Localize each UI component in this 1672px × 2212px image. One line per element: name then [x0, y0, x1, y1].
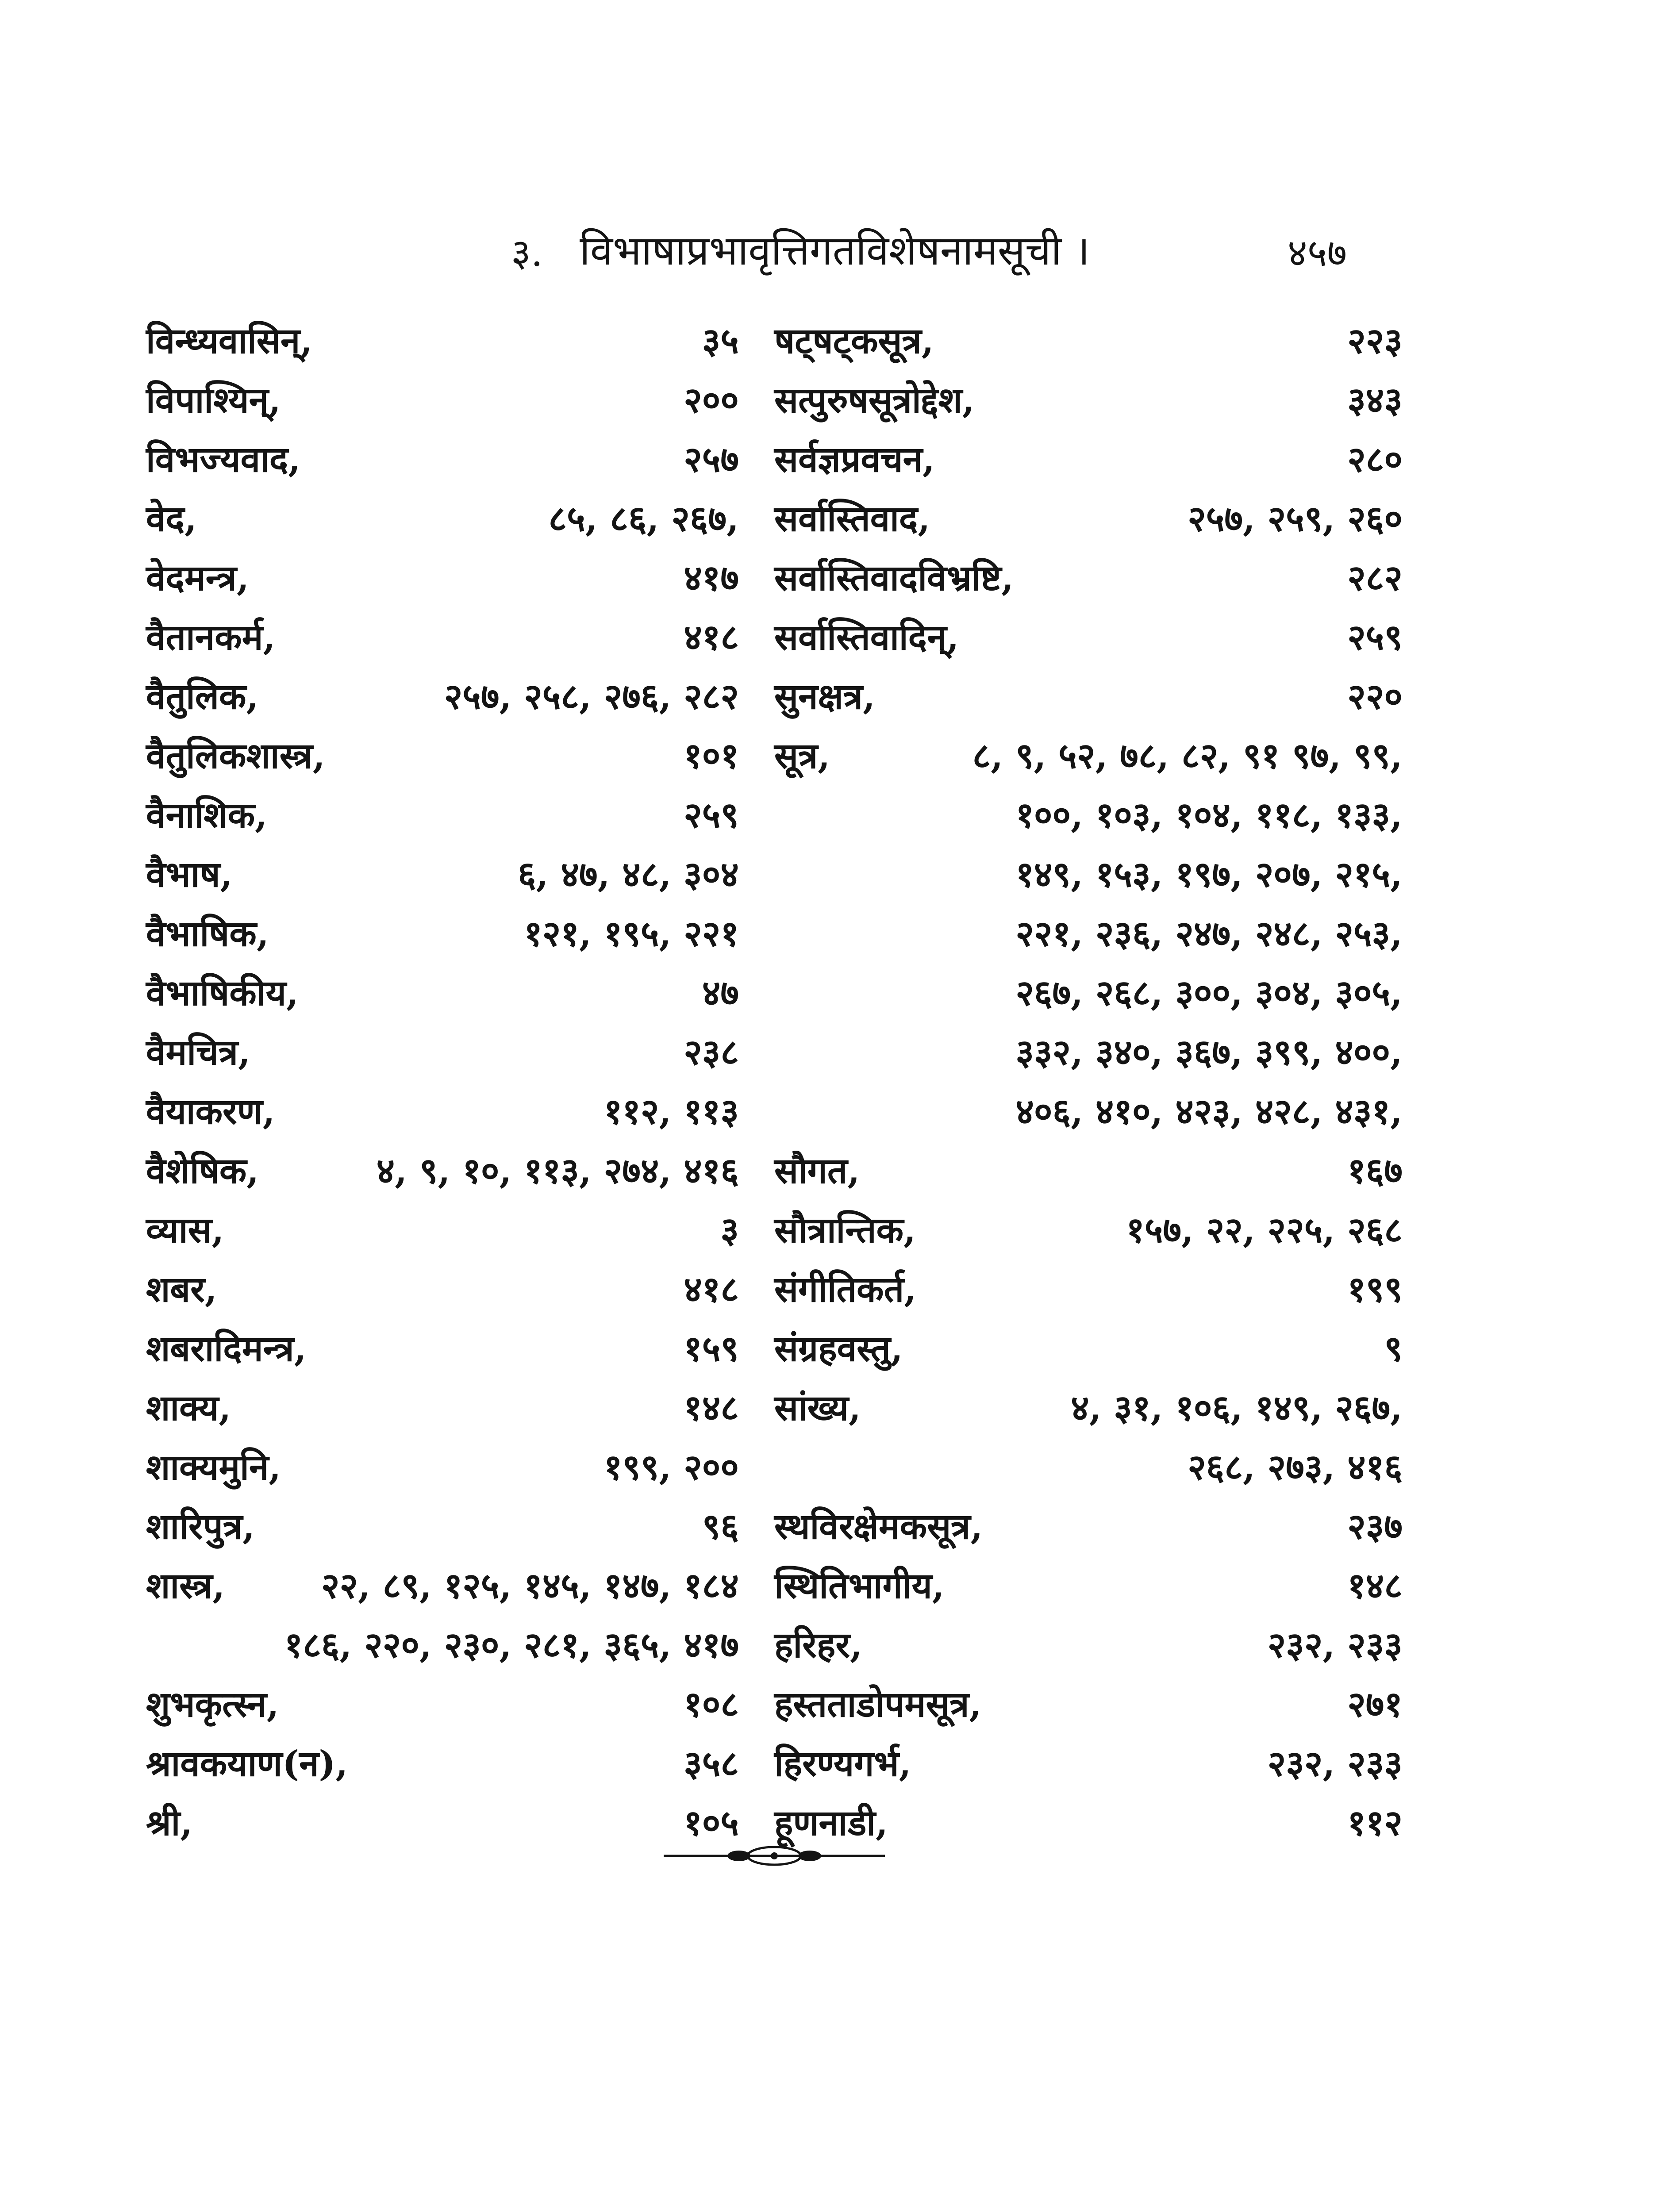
index-entry — [757, 1080, 1403, 1140]
entry-pages: ३५ — [702, 319, 739, 361]
index-entry — [146, 784, 757, 843]
index-entry — [146, 1732, 757, 1792]
entry-pages: ४७ — [702, 972, 739, 1014]
entry-pages: १०१ — [684, 734, 739, 776]
entry-term: वैभाष, — [146, 853, 233, 895]
index-entry — [757, 962, 1403, 1021]
page-number: ४५७ — [1288, 231, 1347, 275]
entry-pages: ११२, ११३ — [603, 1090, 739, 1132]
entry-term: हस्तताडोपमसूत्र, — [774, 1683, 982, 1725]
index-entry — [757, 369, 1403, 428]
index-entry — [757, 310, 1403, 369]
entry-term: शुभकृत्स्न, — [146, 1683, 279, 1725]
index-entry — [146, 1021, 757, 1080]
entry-pages: ४०६, ४१०, ४२३, ४२८, ४३१, — [1015, 1090, 1403, 1132]
index-entry — [757, 725, 1403, 784]
index-entry — [146, 1614, 757, 1673]
index-entry — [146, 1140, 757, 1199]
entry-pages: २२१, २३६, २४७, २४८, २५३, — [1015, 912, 1403, 954]
entry-pages: १००, १०३, १०४, ११८, १३३, — [1015, 794, 1403, 836]
page-title: विभाषाप्रभावृत्तिगतविशेषनामसूची । — [580, 227, 1090, 274]
entry-pages: १४८ — [684, 1386, 739, 1429]
entry-term: शास्त्र, — [146, 1564, 225, 1606]
entry-pages: ९६ — [702, 1505, 739, 1547]
entry-pages: २३८ — [684, 1031, 739, 1073]
entry-term: सुनक्षत्र, — [774, 675, 875, 717]
entry-pages: ४१८ — [684, 616, 739, 658]
index-entry — [757, 1317, 1403, 1377]
index-entry — [757, 1673, 1403, 1732]
entry-term: वैतुलिक, — [146, 675, 259, 717]
entry-term: विन्ध्यवासिन्, — [146, 319, 313, 361]
entry-pages: १९९ — [1347, 1268, 1403, 1310]
ornament-divider-icon — [655, 1843, 894, 1869]
entry-pages: २५७, २५८, २७६, २८२ — [444, 675, 739, 717]
entry-pages: १४९, १५३, १९७, २०७, २१५, — [1015, 853, 1403, 895]
entry-term: षट्षट्कसूत्र, — [774, 319, 934, 361]
index-entry — [757, 665, 1403, 725]
entry-pages: २५९ — [684, 794, 739, 836]
entry-pages: २८० — [1347, 438, 1403, 480]
entry-term: शारिपुत्र, — [146, 1505, 255, 1547]
entry-term: व्यास, — [146, 1209, 224, 1251]
entry-pages: २५७ — [684, 438, 739, 480]
entry-pages: ११२ — [1347, 1801, 1403, 1843]
entry-term: सर्वज्ञप्रवचन, — [774, 438, 935, 480]
entry-term: शबरादिमन्त्र, — [146, 1327, 307, 1369]
entry-term: सर्वास्तिवाद, — [774, 497, 930, 539]
index-entry — [757, 1199, 1403, 1258]
index-entry — [757, 1021, 1403, 1080]
entry-pages: २५९ — [1347, 616, 1403, 658]
index-left-column — [146, 310, 757, 1851]
index-entry — [146, 606, 757, 665]
entry-term: विपाश्यिन्, — [146, 379, 281, 421]
entry-term: सूत्र, — [774, 734, 830, 776]
entry-pages: ३३२, ३४०, ३६७, ३९९, ४००, — [1015, 1031, 1403, 1073]
entry-pages: २६८, २७३, ४१६ — [1188, 1446, 1403, 1488]
index-entry — [146, 488, 757, 547]
entry-pages: ६, ४७, ४८, ३०४ — [518, 853, 739, 895]
entry-pages: २६७, २६८, ३००, ३०४, ३०५, — [1015, 972, 1403, 1014]
entry-pages: ३ — [720, 1209, 739, 1251]
index-entry — [146, 962, 757, 1021]
index-entry — [757, 428, 1403, 488]
index-entry — [757, 1377, 1403, 1436]
entry-pages: १६७ — [1347, 1149, 1403, 1191]
index-entry — [757, 902, 1403, 962]
entry-pages: २२, ८९, १२५, १४५, १४७, १८४ — [321, 1564, 739, 1606]
index-entry — [146, 1436, 757, 1495]
index-entry — [146, 1199, 757, 1258]
index-entry — [757, 1555, 1403, 1614]
index-entry — [757, 547, 1403, 606]
entry-term: सत्पुरुषसूत्रोद्देश, — [774, 379, 975, 421]
entry-pages: ८, ९, ५२, ७८, ८२, ९१ ९७, ९९, — [972, 734, 1403, 776]
entry-pages: १०८ — [684, 1683, 739, 1725]
entry-pages: १२१, १९५, २२१ — [524, 912, 739, 954]
index-entry — [757, 1792, 1403, 1851]
entry-pages: १८६, २२०, २३०, २८१, ३६५, ४१७ — [284, 1624, 739, 1666]
index-entry — [146, 665, 757, 725]
entry-term: वैनाशिक, — [146, 794, 268, 836]
entry-term: वैभाषिक, — [146, 912, 269, 954]
entry-pages: १९९, २०० — [603, 1446, 739, 1488]
entry-term: वैयाकरण, — [146, 1090, 275, 1132]
running-header — [0, 221, 1672, 292]
index-entry — [146, 843, 757, 902]
entry-term: हूणनाडी, — [774, 1801, 888, 1843]
entry-pages: २३२, २३३ — [1267, 1742, 1403, 1784]
index-entry — [757, 784, 1403, 843]
index-entry — [146, 1495, 757, 1555]
entry-pages: २०० — [684, 379, 739, 421]
index-table — [146, 310, 1403, 1851]
entry-pages: १४८ — [1347, 1564, 1403, 1606]
entry-pages: २२० — [1347, 675, 1403, 717]
entry-term: शाक्यमुनि, — [146, 1446, 281, 1488]
index-entry — [146, 310, 757, 369]
entry-pages: २५७, २५९, २६० — [1188, 497, 1403, 539]
entry-term: श्री, — [146, 1801, 193, 1843]
entry-pages: ३५८ — [684, 1742, 739, 1784]
index-entry — [757, 1495, 1403, 1555]
entry-term: विभज्यवाद, — [146, 438, 301, 480]
entry-term: सांख्य, — [774, 1386, 861, 1429]
entry-pages: १५९ — [684, 1327, 739, 1369]
entry-term: शाक्य, — [146, 1386, 231, 1429]
entry-term: संग्रहवस्तु, — [774, 1327, 903, 1369]
entry-pages: १५७, २२, २२५, २६८ — [1126, 1209, 1403, 1251]
entry-term: सर्वास्तिवादिन्, — [774, 616, 959, 658]
index-entry — [146, 1792, 757, 1851]
entry-pages: २३७ — [1347, 1505, 1403, 1547]
section-number: ३. — [511, 231, 543, 275]
entry-term: वैभाषिकीय, — [146, 972, 299, 1014]
entry-term: वैतुलिकशास्त्र, — [146, 734, 325, 776]
entry-term: सौगत, — [774, 1149, 860, 1191]
index-entry — [757, 1140, 1403, 1199]
entry-term: हिरण्यगर्भ, — [774, 1742, 911, 1784]
index-entry — [757, 1436, 1403, 1495]
entry-term: सौत्रान्तिक, — [774, 1209, 916, 1251]
entry-term: हरिहर, — [774, 1624, 862, 1666]
entry-term: वेद, — [146, 497, 197, 539]
index-entry — [757, 843, 1403, 902]
entry-term: वैतानकर्म, — [146, 616, 276, 658]
entry-pages: २८२ — [1347, 557, 1403, 599]
entry-term: वैमचित्र, — [146, 1031, 250, 1073]
entry-term: स्थविरक्षेमकसूत्र, — [774, 1505, 983, 1547]
entry-pages: ४, ३१, १०६, १४९, २६७, — [1071, 1386, 1403, 1429]
index-entry — [757, 488, 1403, 547]
entry-pages: ९ — [1384, 1327, 1403, 1369]
entry-pages: २२३ — [1347, 319, 1403, 361]
index-entry — [757, 606, 1403, 665]
entry-pages: ८५, ८६, २६७, — [548, 497, 739, 539]
index-entry — [146, 1673, 757, 1732]
entry-term: वैशेषिक, — [146, 1149, 259, 1191]
index-entry — [146, 1080, 757, 1140]
entry-pages: २७१ — [1347, 1683, 1403, 1725]
entry-pages: २३२, २३३ — [1267, 1624, 1403, 1666]
index-entry — [146, 1317, 757, 1377]
index-entry — [757, 1732, 1403, 1792]
index-entry — [146, 1377, 757, 1436]
index-entry — [146, 902, 757, 962]
entry-term: वेदमन्त्र, — [146, 557, 249, 599]
entry-pages: ४, ९, १०, ११३, २७४, ४१६ — [376, 1149, 739, 1191]
entry-term: संगीतिकर्त, — [774, 1268, 917, 1310]
index-entry — [146, 725, 757, 784]
index-entry — [757, 1614, 1403, 1673]
entry-term: सर्वास्तिवादविभ्रष्टि, — [774, 557, 1014, 599]
entry-pages: १०५ — [684, 1801, 739, 1843]
entry-term: स्थितिभागीय, — [774, 1564, 945, 1606]
index-entry — [146, 1555, 757, 1614]
entry-pages: ४१७ — [684, 557, 739, 599]
index-entry — [146, 1258, 757, 1317]
entry-pages: ३४३ — [1347, 379, 1403, 421]
entry-pages: ४१८ — [684, 1268, 739, 1310]
entry-term: शबर, — [146, 1268, 217, 1310]
index-entry — [146, 428, 757, 488]
index-entry — [146, 369, 757, 428]
entry-term: श्रावकयाण(न), — [146, 1742, 348, 1784]
index-right-column — [757, 310, 1403, 1851]
index-entry — [757, 1258, 1403, 1317]
index-entry — [146, 547, 757, 606]
